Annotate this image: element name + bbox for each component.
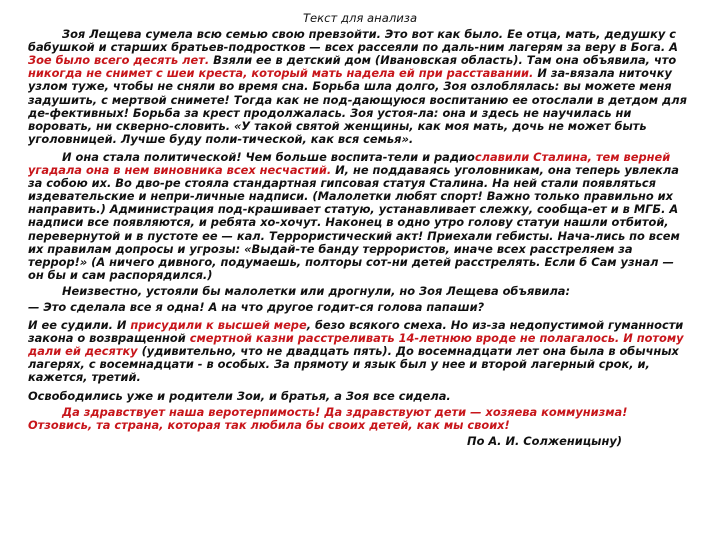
text-segment: Взяли ее в детский дом (Ивановская область). Там она объявила, что [209, 53, 677, 68]
text-segment: И за-вязала ниточку узлом туже, чтобы не сняли во время сна. Борьба шла долго, Зоя озлоблялась: вы можете меня задушить, с мертвой снимете! Тогда как не под-дающуюся воспитанию ее отослали в детдом для де-фективных! Борьба за крест продолжалась. Зоя устоя-ла: она и здесь не научилась ни воровать, ни скверно-словить. «У такой святой женщины, как моя мать, дочь не может быть уголовницей. Лучше буду поли-тической, как вся семья». [28, 66, 687, 146]
paragraph-5 [28, 319, 692, 384]
document-title: Текст для анализа [302, 11, 418, 25]
highlighted-text: присудили к высшей мере [130, 318, 307, 333]
paragraph-4 [28, 301, 692, 314]
document-body [28, 28, 692, 432]
paragraph-3 [28, 285, 692, 298]
text-segment: И, не поддаваясь уголовникам, она теперь увлекла за собою их. Во дво-ре стояла стандартная гипсовая статуя Сталина. На ней стали появляться издевательские и непри-личные надписи. (Малолетки любят спорт! Важно только правильно их направить.) Администрация под-крашивает статую, устанавливает слежку, сообща-ет и в МГБ. А надписи все появляются, и ребята хо-хочут. Наконец в одно утро голову статуи нашли отбитой, перевернутой и в пустоте ее — кал. Террористический акт! Приехали гебисты. Нача-лись по всем их правилам допросы и угрозы: «Выдай-те банду террористов, иначе всех расстреляем за террор!» (А ничего дивного, подумаешь, полторы сот-ни детей расстрелять. Если б Сам узнал — он бы и сам распорядился.) [28, 163, 680, 282]
text-segment: (удивительно, что не двадцать пять). До восемнадцати лет она была в обычных лагерях, с восемнадцати - в особых. За прямоту и язык был у нее и второй лагерный срок, и, кажется, третий. [28, 344, 679, 385]
highlighted-text: смертной казни расстреливать 14-летнюю вроде не полагалось. И потому дали ей десятку [28, 331, 684, 359]
text-segment: Освободились уже и родители Зои, и братья, а Зоя все сидела. [28, 388, 451, 403]
paragraph-7 [28, 406, 692, 432]
highlighted-text: никогда не снимет с шеи креста, который мать надела ей при расставании. [28, 66, 534, 81]
text-segment: , безо всякого смеха. Но из-за недопустимой гуманности закона о возвращенной [28, 318, 684, 346]
text-segment: — Это сделала все я одна! А на что другое годит-ся голова папаши? [28, 299, 485, 314]
highlighted-text: славили Сталина, тем верней угадала она в нем виновника всех несчастий. [28, 149, 671, 178]
paragraph-6 [28, 390, 692, 403]
highlighted-text: Зое было всего десять лет. [28, 53, 210, 68]
text-segment: Неизвестно, устояли бы малолетки или дрогнули, но Зоя Лещева объявила: [62, 283, 571, 298]
paragraph-1 [28, 28, 692, 146]
paragraph-2 [28, 151, 692, 282]
signature: По А. И. Солженицыну) [467, 433, 622, 448]
text-segment: И ее судили. И [28, 318, 131, 333]
text-segment: Зоя Лещева сумела всю семью свою превзойти. Это вот как было. Ее отца, мать, дедушку с бабушкой и старших братьев-подростков — всех рассеяли по даль-ним лагерям за веру в Бога. А [28, 27, 678, 55]
highlighted-text: Да здравствует наша веротерпимость! Да здравствуют дети — хозяева коммунизма! Отзовись, та страна, которая так любила бы своих детей, как мы своих! [28, 404, 628, 432]
text-segment: И она стала политической! Чем больше воспита-тели и радио [62, 149, 475, 164]
